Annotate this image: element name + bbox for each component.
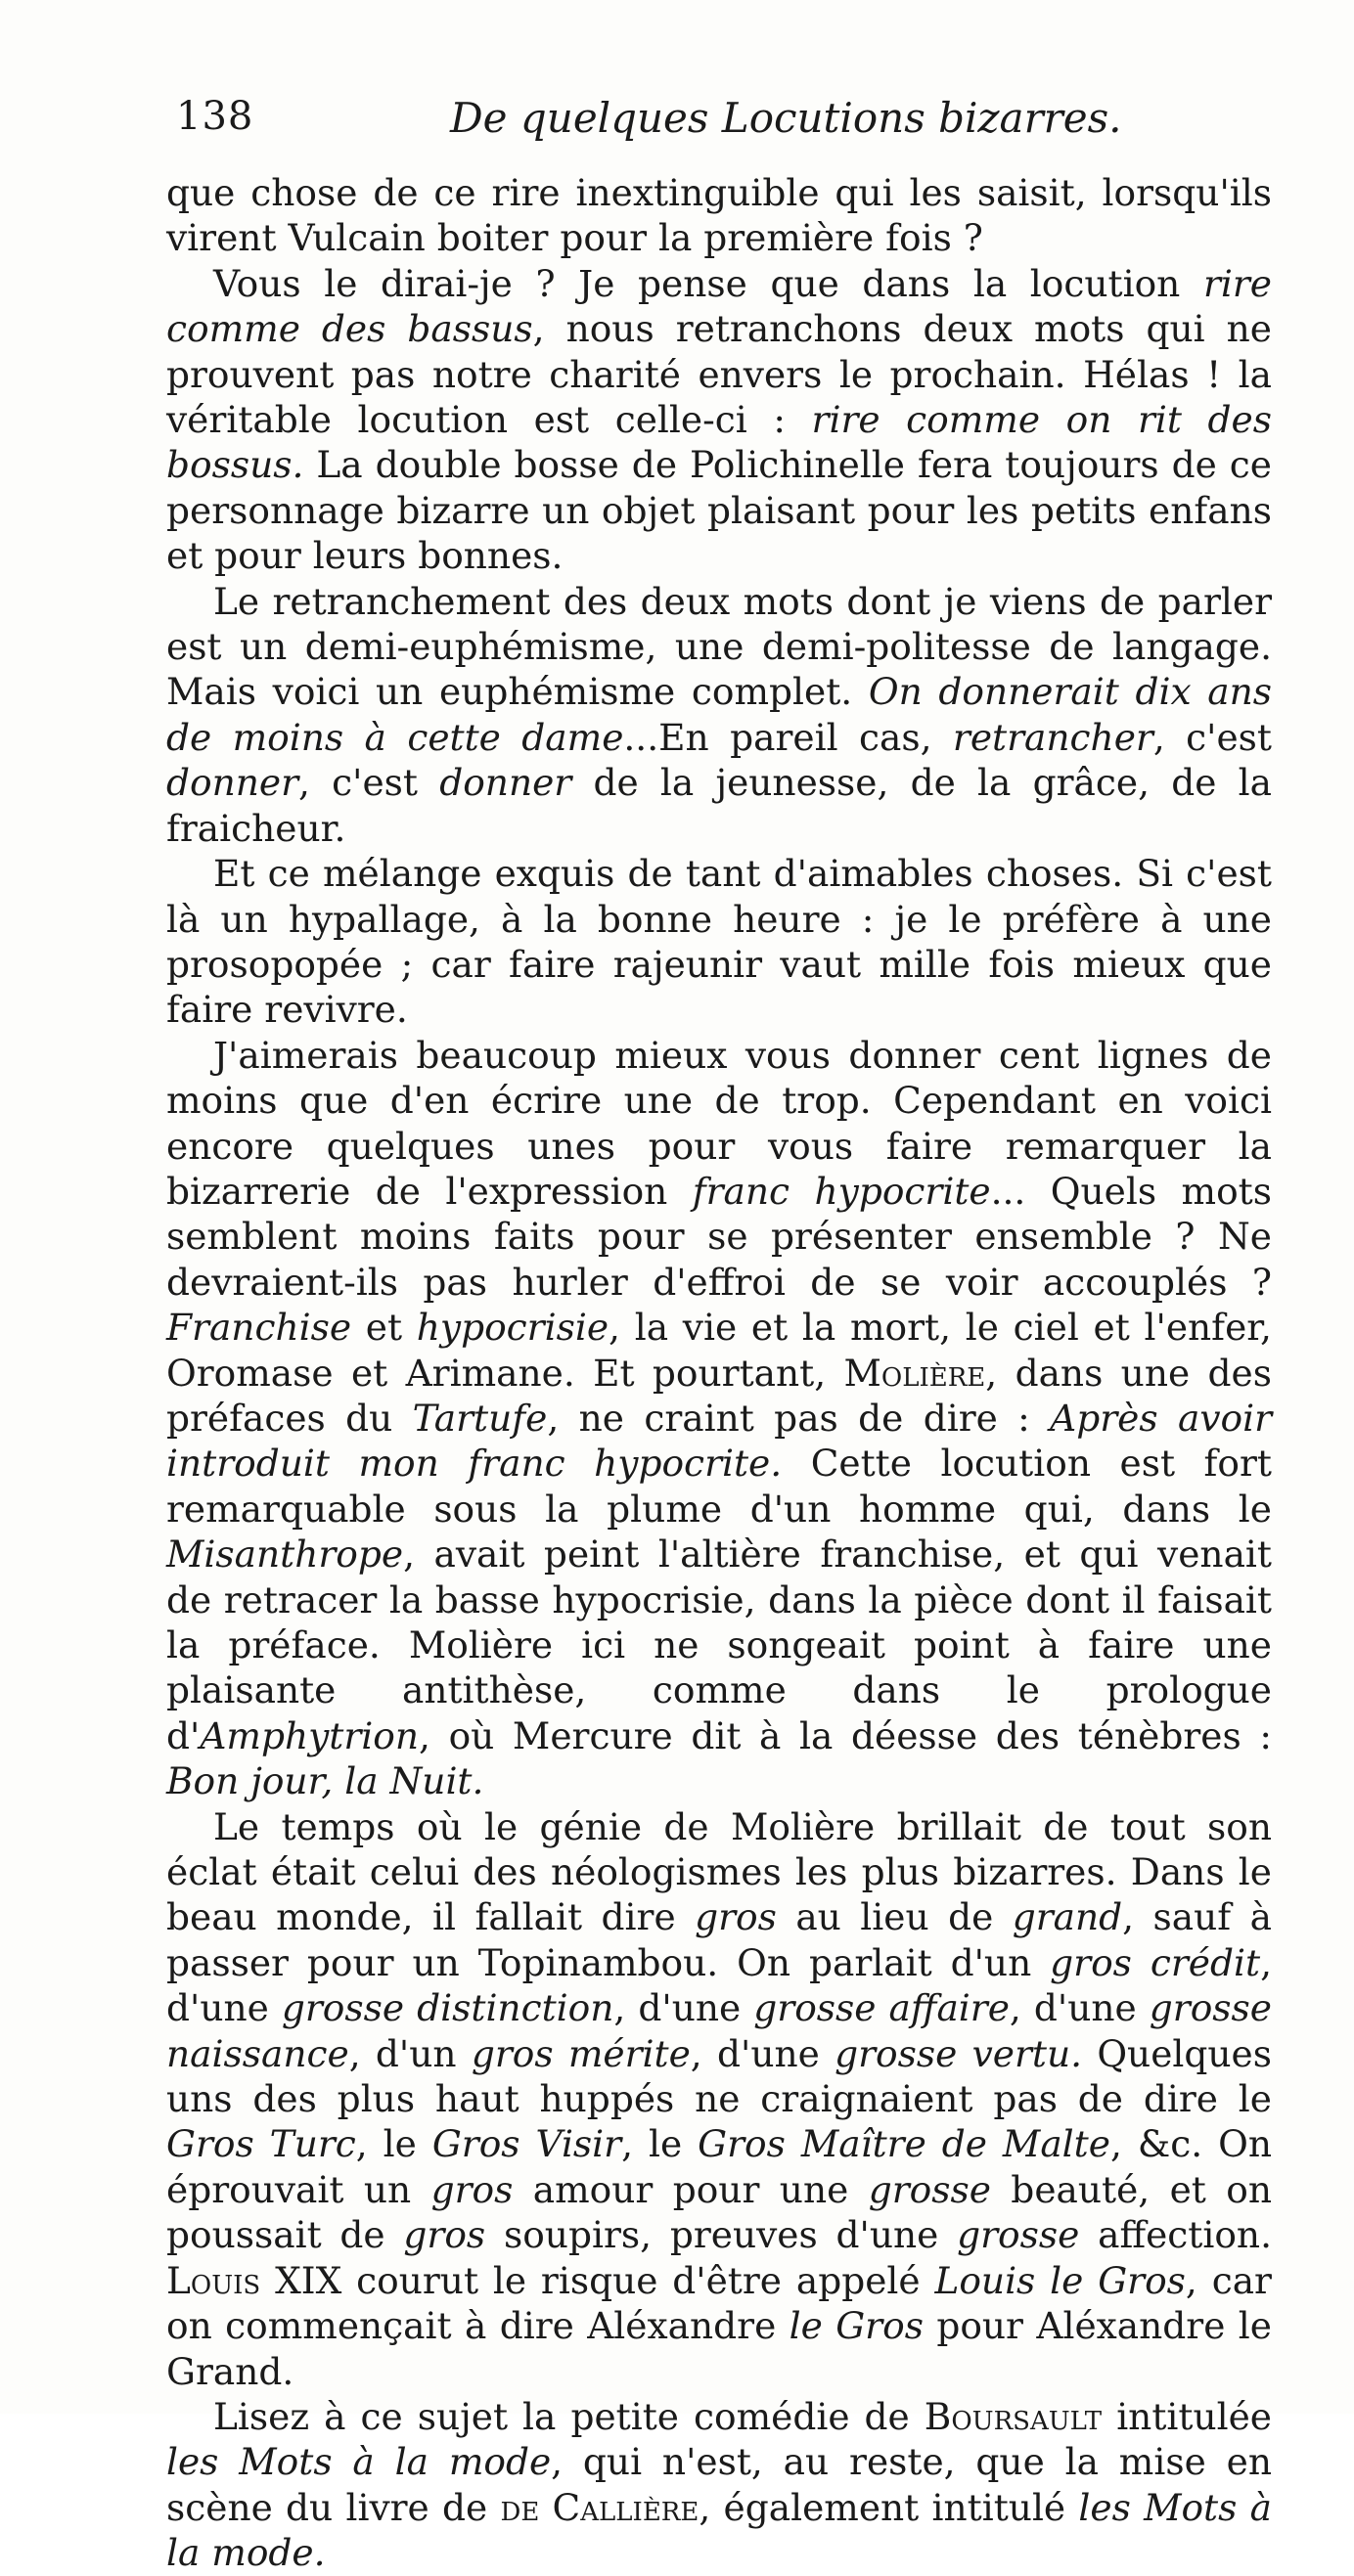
small-caps-run: de Callière <box>500 2485 700 2529</box>
paragraph-5 <box>166 1033 1272 1804</box>
body-text <box>166 170 1272 2576</box>
italic-run: Tartufe <box>412 1396 548 1440</box>
italic-run: Gros Turc <box>166 2122 356 2166</box>
text-run: soupirs, preuves d'une <box>485 2213 958 2257</box>
italic-run: Après avoir introduit mon franc hypocrite. <box>166 1396 1272 1486</box>
text-run: , d'une <box>1009 1986 1150 2030</box>
text-run: , avait peint l'altière franchise, et qui venait de retracer la basse hypocrisie, dans la pièce dont il faisait la préface. Molière ici ne songeait point à faire une plaisante antithèse, comme dans le prologue d' <box>166 1532 1272 1757</box>
running-title: De quelques Locutions bizarres. <box>450 94 1122 142</box>
page-number: 138 <box>176 94 254 139</box>
italic-run: les Mots à la mode <box>166 2440 552 2484</box>
paragraph-4 <box>166 851 1272 1033</box>
text-run: intitulée <box>1102 2394 1272 2438</box>
italic-run: gros <box>695 1895 777 1939</box>
text-run: , sauf à passer pour un Topinambou. On parlait d'un <box>166 1895 1272 1984</box>
text-run: , le <box>355 2122 432 2166</box>
small-caps-run: Boursault <box>924 2394 1103 2438</box>
italic-run: les Mots à la mode. <box>166 2485 1272 2575</box>
text-run: , où Mercure dit à la déesse des ténèbres : <box>419 1713 1272 1757</box>
page-header <box>166 94 1272 153</box>
text-run: Cette locution est fort remarquable sous la plume d'un homme qui, dans le <box>166 1442 1272 1531</box>
text-run: J'aimerais beaucoup mieux vous donner cent lignes de moins que d'en écrire une de trop. Cependant en voici encore quelques unes pour vous faire remarquer la bizarrerie de l'expression <box>166 1033 1272 1213</box>
text-run: et <box>351 1306 417 1350</box>
text-run: Le temps où le génie de Molière brillait de tout son éclat était celui des néologismes les plus bizarres. Dans le beau monde, il fallait dire <box>166 1804 1272 1939</box>
text-run: , le <box>621 2122 699 2166</box>
italic-run: le Gros <box>789 2304 924 2348</box>
italic-run: retrancher <box>952 715 1153 759</box>
text-run: de la jeunesse, de la grâce, de la fraicheur. <box>166 761 1273 850</box>
italic-run: Louis le Gros <box>934 2258 1186 2302</box>
small-caps-run: Louis <box>166 2258 261 2302</box>
italic-run: gros <box>430 2167 514 2211</box>
text-run: , c'est <box>298 761 440 805</box>
text-run: ... Quels mots semblent moins faits pour se présenter ensemble ? Ne devraient-ils pas hurler d'effroi de se voir accouplés ? <box>166 1169 1272 1304</box>
text-run: Et ce mélange exquis de tant d'aimables choses. Si c'est là un hypallage, à la bonne heure : je le préfère à une prosopopée ; car faire rajeunir vaut mille fois mieux que faire revivre. <box>166 852 1272 1032</box>
text-run: amour pour une <box>513 2167 869 2211</box>
text-run: Lisez à ce sujet la petite comédie de <box>213 2394 925 2438</box>
italic-run: rire comme on rit des bossus. <box>166 398 1272 487</box>
text-run: XIX courut le risque d'être appelé <box>260 2258 935 2302</box>
text-run: affection. <box>1079 2213 1273 2257</box>
text-run: , d'une <box>690 2031 835 2075</box>
italic-run: Bon jour, la Nuit. <box>166 1759 484 1803</box>
italic-run: rire comme des bassus <box>166 261 1272 351</box>
italic-run: donner <box>439 761 572 805</box>
paragraph-6 <box>166 1804 1272 2394</box>
text-run: , également intitulé <box>699 2485 1079 2529</box>
italic-run: On donnerait dix ans de moins à cette dame <box>166 670 1272 759</box>
italic-run: gros crédit <box>1050 1940 1261 1984</box>
text-run: Vous le dirai-je ? Je pense que dans la locution <box>213 261 1203 305</box>
italic-run: grand <box>1012 1895 1123 1939</box>
text-run: , d'une <box>613 1986 754 2030</box>
paragraph-1 <box>166 170 1272 261</box>
text-run: au lieu de <box>776 1895 1013 1939</box>
italic-run: Amphytrion <box>200 1713 420 1757</box>
italic-run: grosse <box>868 2167 991 2211</box>
paragraph-3 <box>166 579 1272 851</box>
text-run: La double bosse de Polichinelle fera toujours de ce personnage bizarre un objet plaisant pour les petits enfans et pour leurs bonnes. <box>166 443 1272 578</box>
text-run: beauté, et on poussait de <box>166 2167 1272 2257</box>
italic-run: Franchise <box>166 1306 352 1350</box>
paragraph-7 <box>166 2394 1272 2576</box>
text-run: , d'une <box>166 1940 1272 2030</box>
text-run: Le retranchement des deux mots dont je viens de parler est un demi-euphémisme, une demi-politesse de langage. Mais voici un euphémisme complet. <box>166 579 1272 714</box>
text-run: que chose de ce rire inextinguible qui les saisit, lorsqu'ils virent Vulcain boiter pour la première fois ? <box>166 171 1272 260</box>
text-run: , c'est <box>1152 715 1272 759</box>
text-run: Quelques uns des plus haut huppés ne craignaient pas de dire le <box>166 2031 1272 2121</box>
text-run: ...En pareil cas, <box>623 715 953 759</box>
text-run: , ne craint pas de dire : <box>547 1396 1051 1440</box>
text-run: pour Aléxandre le Grand. <box>166 2304 1272 2393</box>
italic-run: gros mérite <box>471 2031 691 2075</box>
italic-run: donner <box>166 761 299 805</box>
italic-run: Gros Maître de Malte <box>698 2122 1110 2166</box>
italic-run: franc hypocrite <box>692 1169 991 1213</box>
text-run: , qui n'est, au reste, que la mise en scène du livre de <box>166 2440 1272 2529</box>
text-run: , d'un <box>348 2031 472 2075</box>
small-caps-run: Molière <box>843 1351 986 1395</box>
text-run: , la vie et la mort, le ciel et l'enfer, Oromase et Arimane. Et pourtant, <box>166 1306 1272 1395</box>
italic-run: grosse vertu. <box>835 2031 1083 2075</box>
italic-run: hypocrisie <box>416 1306 609 1350</box>
paragraph-2 <box>166 261 1272 579</box>
italic-run: Misanthrope <box>166 1532 404 1577</box>
text-run: , car on commençait à dire Aléxandre <box>166 2258 1272 2348</box>
italic-run: grosse affaire <box>753 1986 1010 2030</box>
italic-run: grosse naissance <box>166 1986 1272 2075</box>
italic-run: grosse distinction <box>281 1986 614 2030</box>
text-run: , dans une des préfaces du <box>166 1351 1272 1440</box>
italic-run: gros <box>403 2213 486 2257</box>
text-run: , nous retranchons deux mots qui ne prouvent pas notre charité envers le prochain. Hélas ! la véritable locution est celle-ci : <box>166 307 1272 442</box>
text-run: , &c. On éprouvait un <box>166 2122 1273 2211</box>
italic-run: grosse <box>957 2213 1080 2257</box>
italic-run: Gros Visir <box>431 2122 622 2166</box>
